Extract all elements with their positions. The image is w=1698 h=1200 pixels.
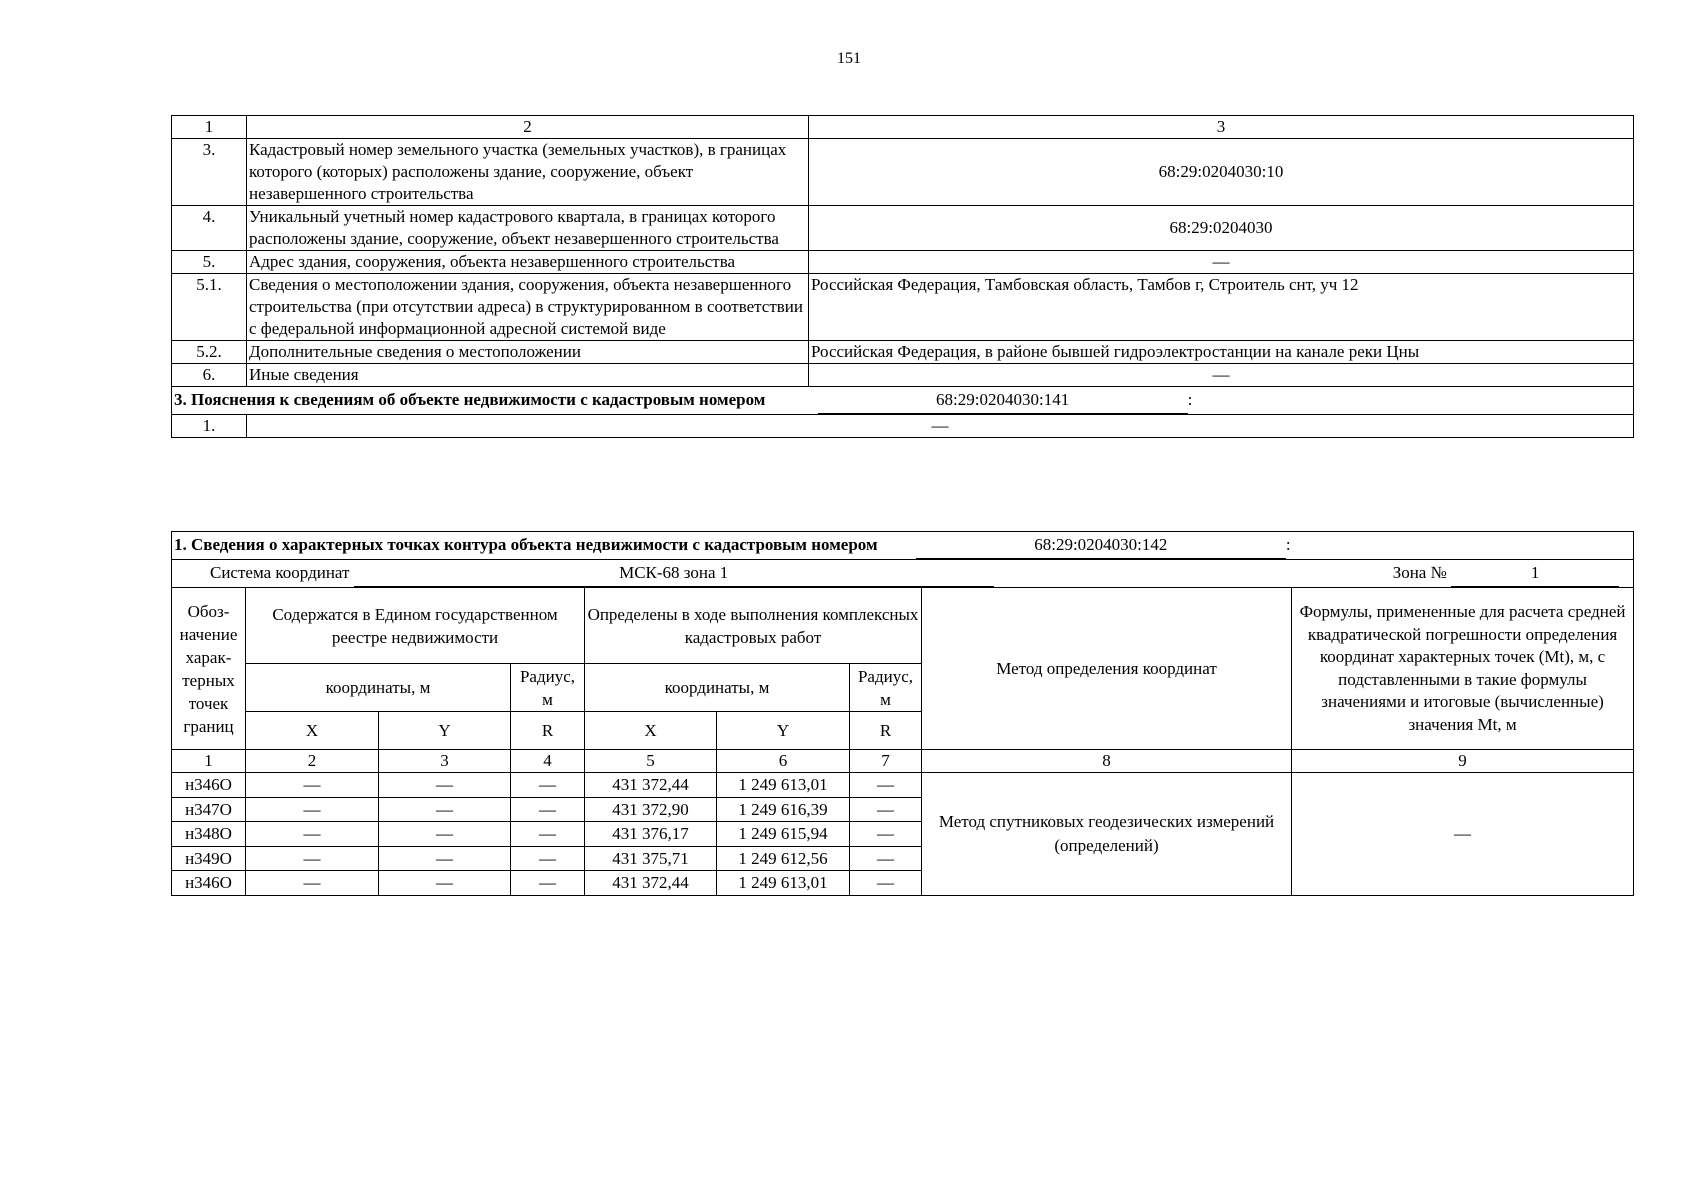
kkr-r: — (850, 871, 922, 896)
egrn-x: — (246, 773, 379, 798)
col-number: 7 (850, 750, 922, 773)
kkr-r: — (850, 846, 922, 871)
egrn-y-header: Y (379, 712, 511, 750)
col-number: 3 (379, 750, 511, 773)
kkr-x: 431 372,44 (585, 871, 717, 896)
egrn-y: — (379, 871, 511, 896)
egrn-y: — (379, 773, 511, 798)
col-number: 4 (511, 750, 585, 773)
kkr-coords-header: координаты, м (585, 664, 850, 712)
egrn-coords-header: координаты, м (246, 664, 511, 712)
page-number: 151 (837, 50, 861, 67)
kkr-radius-header: Радиус, м (850, 664, 922, 712)
egrn-x: — (246, 846, 379, 871)
section-1-header-row (172, 532, 1634, 560)
egrn-radius-header: Радиус, м (511, 664, 585, 712)
kkr-y: 1 249 613,01 (717, 871, 850, 896)
kkr-y: 1 249 613,01 (717, 773, 850, 798)
col-number: 1 (172, 750, 246, 773)
kkr-x: 431 372,44 (585, 773, 717, 798)
zone-value: 1 (1451, 560, 1619, 587)
egrn-x: — (246, 822, 379, 847)
egrn-header: Содержатся в Едином государственном реестре недвижимости (246, 588, 585, 664)
col-header-2: 2 (247, 116, 809, 139)
section-3-suffix: : (1187, 390, 1193, 409)
kkr-r-header: R (850, 712, 922, 750)
kkr-r: — (850, 822, 922, 847)
egrn-x: — (246, 871, 379, 896)
col-number: 5 (585, 750, 717, 773)
coordinate-system-label: Система координат (210, 563, 350, 582)
point-id: н348О (172, 822, 246, 847)
row-value: — (809, 364, 1634, 387)
section-3-header-row (172, 387, 1634, 415)
egrn-x: — (246, 797, 379, 822)
col-number: 8 (922, 750, 1292, 773)
kkr-x: 431 376,17 (585, 822, 717, 847)
zone-label: Зона № (1392, 563, 1447, 582)
table-row (172, 251, 1634, 274)
col-number: 9 (1292, 750, 1634, 773)
row-number: 1. (172, 415, 247, 438)
kkr-y: 1 249 616,39 (717, 797, 850, 822)
section-3-row (172, 415, 1634, 438)
coordinate-system-row (172, 560, 1634, 588)
point-id: н346О (172, 871, 246, 896)
table-row (172, 274, 1634, 341)
section-3-title: 3. Пояснения к сведениям об объекте недвижимости с кадастровым номером (174, 390, 766, 409)
kkr-y: 1 249 615,94 (717, 822, 850, 847)
column-numbers-row (172, 750, 1634, 773)
row-value: 68:29:0204030 (809, 206, 1634, 251)
row-number: 6. (172, 364, 247, 387)
egrn-x-header: X (246, 712, 379, 750)
row-label: Кадастровый номер земельного участка (земельных участков), в границах которого (которых) расположены здание, сооружение, объект незавершенного строительства (247, 139, 809, 206)
row-number: 4. (172, 206, 247, 251)
object-info-table (171, 115, 1634, 438)
kkr-r: — (850, 797, 922, 822)
point-id: н346О (172, 773, 246, 798)
table-row (172, 206, 1634, 251)
kkr-x: 431 375,71 (585, 846, 717, 871)
header-row-1 (172, 588, 1634, 664)
kkr-y: 1 249 612,56 (717, 846, 850, 871)
method-header: Метод определения координат (922, 588, 1292, 750)
row-label: Сведения о местоположении здания, сооружения, объекта незавершенного строительства (при отсутствии адреса) в структурированном в соответствии с федеральной информационной адресной системой виде (247, 274, 809, 341)
egrn-r-header: R (511, 712, 585, 750)
kkr-y-header: Y (717, 712, 850, 750)
egrn-y: — (379, 797, 511, 822)
point-id: н349О (172, 846, 246, 871)
row-number: 3. (172, 139, 247, 206)
row-label: Дополнительные сведения о местоположении (247, 341, 809, 364)
kkr-x-header: X (585, 712, 717, 750)
kkr-x: 431 372,90 (585, 797, 717, 822)
table-row (172, 139, 1634, 206)
col-header-3: 3 (809, 116, 1634, 139)
row-label: Иные сведения (247, 364, 809, 387)
row-number: 5.1. (172, 274, 247, 341)
formula-value: — (1292, 773, 1634, 896)
row-value: — (809, 251, 1634, 274)
coordinate-system-value: МСК-68 зона 1 (354, 560, 994, 587)
egrn-r: — (511, 797, 585, 822)
point-row (172, 773, 1634, 798)
col-header-1: 1 (172, 116, 247, 139)
formulas-header: Формулы, примененные для расчета средней квадратической погрешности определения координат характерных точек (Mt), м, с подставленными в такие формулы значениями и итоговые (вычисленные) значения Mt, м (1292, 588, 1634, 750)
kkr-r: — (850, 773, 922, 798)
row-value: Российская Федерация, в районе бывшей гидроэлектростанции на канале реки Цны (809, 341, 1634, 364)
col-number: 6 (717, 750, 850, 773)
egrn-y: — (379, 822, 511, 847)
egrn-r: — (511, 822, 585, 847)
row-value: — (247, 415, 1634, 438)
table-row (172, 341, 1634, 364)
table-header-row (172, 116, 1634, 139)
section-3-cadastral-number: 68:29:0204030:141 (818, 387, 1188, 414)
characteristic-points-table (171, 531, 1634, 896)
section-1-cadastral-number: 68:29:0204030:142 (916, 532, 1286, 559)
point-id: н347О (172, 797, 246, 822)
col-number: 2 (246, 750, 379, 773)
egrn-y: — (379, 846, 511, 871)
section-1-suffix: : (1285, 535, 1291, 554)
section-1-title: 1. Сведения о характерных точках контура объекта недвижимости с кадастровым номером (174, 535, 878, 554)
row-label: Адрес здания, сооружения, объекта незавершенного строительства (247, 251, 809, 274)
row-value: 68:29:0204030:10 (809, 139, 1634, 206)
kkr-header: Определены в ходе выполнения комплексных кадастровых работ (585, 588, 922, 664)
table-row (172, 364, 1634, 387)
egrn-r: — (511, 846, 585, 871)
egrn-r: — (511, 773, 585, 798)
row-value: Российская Федерация, Тамбовская область, Тамбов г, Строитель снт, уч 12 (809, 274, 1634, 341)
row-number: 5.2. (172, 341, 247, 364)
egrn-r: — (511, 871, 585, 896)
row-number: 5. (172, 251, 247, 274)
designation-header: Обоз-начение харак-терных точек границ (172, 588, 246, 750)
method-value: Метод спутниковых геодезических измерений (определений) (922, 773, 1292, 896)
row-label: Уникальный учетный номер кадастрового квартала, в границах которого расположены здание, сооружение, объект незавершенного строительства (247, 206, 809, 251)
